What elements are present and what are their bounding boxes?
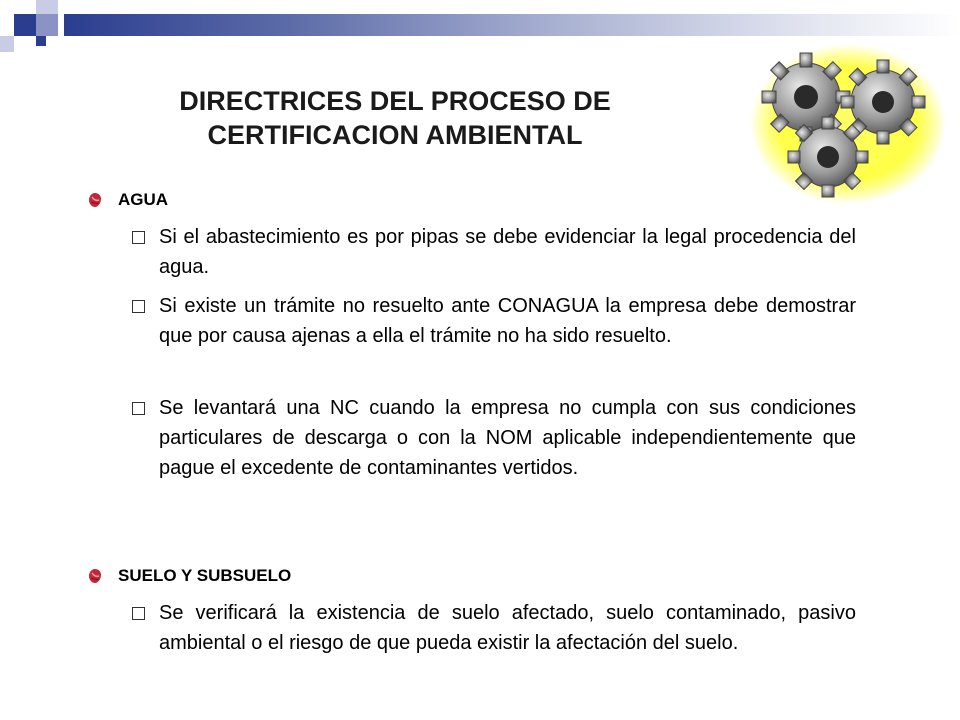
list-item (130, 291, 856, 351)
gear-shape (788, 117, 868, 197)
title-line: DIRECTRICES DEL PROCESO DE (179, 86, 611, 116)
list-item (130, 598, 856, 658)
list-item-text: Si el abastecimiento es por pipas se debe evidenciar la legal procedencia del agua. (159, 226, 856, 278)
flower-bullet-icon (86, 567, 104, 585)
hollow-square-bullet-icon (132, 231, 145, 244)
corner-square (14, 14, 36, 36)
hollow-square-bullet-icon (132, 607, 145, 620)
flower-bullet-icon (86, 191, 104, 209)
header-gradient-bar (64, 14, 960, 36)
title-line: CERTIFICACION AMBIENTAL (207, 120, 583, 150)
section-heading-label: AGUA (118, 190, 169, 209)
section-heading (86, 190, 168, 210)
list-item-text: Si existe un trámite no resuelto ante CONAGUA la empresa debe demostrar que por causa ajenas a ella el trámite no ha sido resuelto. (159, 295, 856, 347)
list-item (130, 393, 856, 483)
page-title (100, 84, 690, 152)
corner-square (36, 0, 58, 14)
list-item-text: Se verificará la existencia de suelo afectado, suelo contaminado, pasivo ambiental o el riesgo de que pueda existir la afectación del suelo. (159, 602, 856, 654)
hollow-square-bullet-icon (132, 300, 145, 313)
corner-square (0, 36, 14, 52)
list-item (130, 222, 856, 282)
gears-icon (748, 42, 948, 202)
list-item-text: Se levantará una NC cuando la empresa no cumpla con sus condiciones particulares de descarga o con la NOM aplicable independientemente que pague el excedente de contaminantes vertidos. (159, 397, 856, 479)
corner-square (36, 36, 46, 46)
hollow-square-bullet-icon (132, 402, 145, 415)
section-heading-label: SUELO Y SUBSUELO (118, 566, 292, 585)
section-heading (86, 566, 291, 586)
corner-square (36, 14, 58, 36)
